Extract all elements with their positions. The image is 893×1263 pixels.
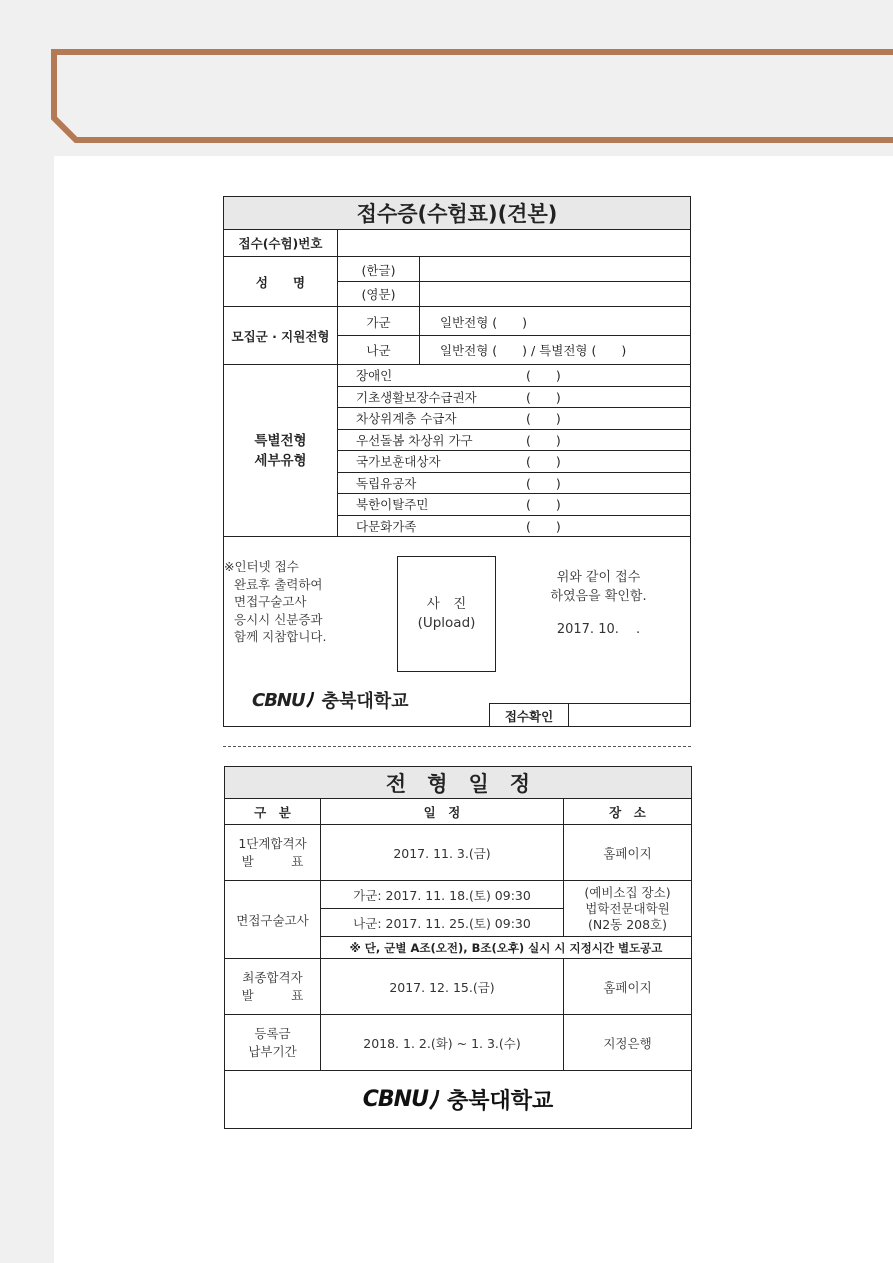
special-type-row — [338, 365, 690, 387]
special-type-checkbox[interactable]: ( ) — [526, 432, 561, 448]
special-label-line2: 세부유형 — [254, 452, 307, 469]
name-label: 성 명 — [224, 257, 338, 306]
logo-mark: CBNU — [252, 689, 305, 711]
schedule-table — [224, 766, 692, 1129]
row2-place-line2: 법학전문대학원 — [585, 900, 670, 916]
cut-line — [223, 746, 691, 747]
special-type-checkbox[interactable]: ( ) — [526, 389, 561, 405]
special-type-checkbox[interactable]: ( ) — [526, 411, 561, 426]
row1-category — [225, 825, 321, 881]
special-type-checkbox[interactable]: ( ) — [526, 368, 561, 383]
logo-swoosh-icon — [428, 1089, 440, 1111]
header-category: 구 분 — [225, 799, 321, 825]
receipt-card — [223, 196, 691, 727]
special-type-name: 독립유공자 — [356, 475, 417, 491]
logo-swoosh-icon — [305, 691, 315, 709]
special-type-name: 차상위계층 수급자 — [356, 411, 457, 426]
special-type-name: 기초생활보장수급권자 — [356, 389, 477, 405]
photo-upload-label: (Upload) — [417, 615, 476, 631]
special-type-name: 장애인 — [356, 368, 393, 383]
row2-place — [564, 881, 691, 937]
special-type-row — [338, 516, 690, 538]
row2-place-line1: (예비소집 장소) — [584, 884, 671, 900]
group-na-label: 나군 — [338, 336, 420, 364]
row1-date: 2017. 11. 3.(금) — [321, 825, 564, 881]
note-line: 면접구술고사 — [234, 594, 307, 609]
special-type-row — [338, 494, 690, 516]
confirm-line1: 위와 같이 접수 — [556, 570, 641, 585]
schedule-logo-area — [225, 1071, 691, 1128]
note-line: 응시시 신분증과 — [234, 611, 323, 627]
row3-category-line1: 최종합격자 — [242, 969, 303, 985]
special-types-label — [224, 365, 338, 536]
header-date: 일 정 — [321, 799, 564, 825]
row4-category-line2: 납부기간 — [248, 1043, 297, 1059]
special-type-checkbox[interactable]: ( ) — [526, 497, 561, 512]
receipt-title: 접수증(수험표)(견본) — [224, 197, 690, 229]
special-type-checkbox[interactable]: ( ) — [526, 518, 561, 534]
special-type-name: 국가보훈대상자 — [356, 454, 441, 469]
receipt-confirm-stamp — [489, 703, 691, 727]
group-label: 모집군 · 지원전형 — [224, 307, 338, 364]
row4-category-line1: 등록금 — [254, 1025, 291, 1041]
special-type-row — [338, 451, 690, 473]
special-label-line1: 특별전형 — [254, 432, 307, 449]
row4-place: 지정은행 — [564, 1015, 691, 1071]
row2-note: ※ 단, 군별 A조(오전), B조(오후) 실시 시 지정시간 별도공고 — [321, 937, 691, 959]
special-type-checkbox[interactable]: ( ) — [526, 454, 561, 469]
row4-category — [225, 1015, 321, 1071]
row3-category-line2: 발 표 — [241, 987, 304, 1003]
header-banner-frame — [0, 0, 893, 156]
row3-category — [225, 959, 321, 1015]
name-korean-label: (한글) — [338, 257, 420, 282]
special-type-row — [338, 473, 690, 495]
exam-number-label: 접수(수험)번호 — [224, 230, 338, 256]
special-type-checkbox[interactable]: ( ) — [526, 475, 561, 491]
row2-date-na: 나군: 2017. 11. 25.(토) 09:30 — [321, 909, 564, 937]
row4-date: 2018. 1. 2.(화) ~ 1. 3.(수) — [321, 1015, 564, 1071]
note-line: ※인터넷 접수 — [224, 559, 299, 574]
special-type-row — [338, 387, 690, 409]
photo-upload-box[interactable] — [397, 556, 496, 672]
special-type-row — [338, 430, 690, 452]
group-ga-value: 일반전형 ( ) — [440, 314, 528, 330]
special-types-list — [338, 365, 690, 536]
group-na-value: 일반전형 ( ) / 특별전형 ( ) — [440, 343, 627, 358]
photo-label: 사 진 — [426, 596, 467, 612]
row3-date: 2017. 12. 15.(금) — [321, 959, 564, 1015]
exam-number-value — [338, 230, 690, 256]
schedule-title: 전 형 일 정 — [225, 767, 691, 799]
cbnu-logo — [252, 687, 409, 713]
stamp-field[interactable] — [569, 704, 691, 727]
special-type-name: 북한이탈주민 — [356, 497, 429, 512]
special-type-name: 다문화가족 — [356, 518, 417, 534]
special-types-section — [224, 365, 690, 537]
note-line: 함께 지참합니다. — [234, 629, 327, 644]
row2-place-line3: (N2동 208호) — [587, 916, 668, 932]
confirm-date: 2017. 10. . — [556, 622, 641, 637]
group-ga-label: 가군 — [338, 307, 420, 336]
row2-category: 면접구술고사 — [225, 881, 321, 959]
special-type-name: 우선돌봄 차상위 가구 — [356, 432, 473, 448]
row3-place: 홈페이지 — [564, 959, 691, 1015]
row1-category-line1: 1단계합격자 — [238, 835, 307, 851]
special-type-row — [338, 408, 690, 430]
logo-text: 충북대학교 — [321, 691, 409, 712]
note-line: 완료후 출력하여 — [234, 576, 323, 592]
cbnu-logo — [363, 1084, 553, 1115]
name-english-label: (영문) — [338, 282, 420, 306]
row1-category-line2: 발 표 — [241, 853, 304, 869]
logo-text: 충북대학교 — [446, 1089, 554, 1114]
confirm-line2: 하였음을 확인함. — [550, 589, 647, 604]
row2-date-ga: 가군: 2017. 11. 18.(토) 09:30 — [321, 881, 564, 909]
row1-place: 홈페이지 — [564, 825, 691, 881]
header-place: 장 소 — [564, 799, 691, 825]
confirmation-text — [521, 568, 676, 639]
stamp-label: 접수확인 — [490, 704, 569, 727]
logo-mark: CBNU — [362, 1087, 428, 1112]
